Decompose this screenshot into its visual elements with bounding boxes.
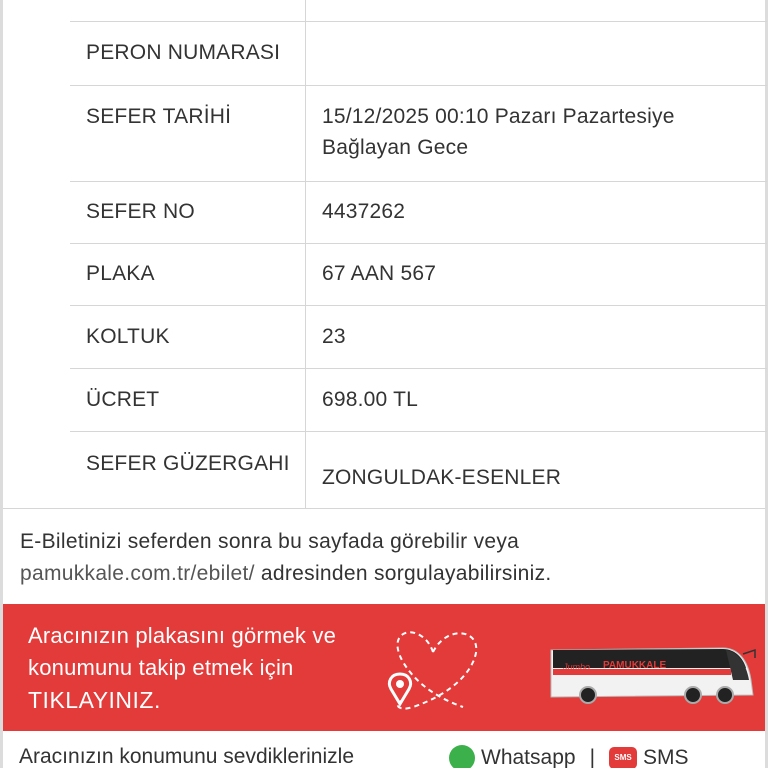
table-cell-value: 698.00 TL [322,388,418,411]
table-cell-label: PLAKA [70,244,306,305]
table-row-guzergah [70,432,767,508]
table-cell-value [306,22,767,85]
location-pin-icon [389,674,410,704]
table-divider [3,508,765,509]
table-cell-label: SEFER GÜZERGAHI [70,432,306,508]
table-row-peron [70,22,767,86]
table-cell-label: SEFER NO [70,182,306,243]
share-options [449,745,689,768]
table-cell-value: 4437262 [322,200,406,223]
table-row-cut [70,0,767,22]
whatsapp-link[interactable]: Whatsapp [481,746,576,768]
table-cell-value: 67 AAN 567 [322,262,437,285]
table-cell-value: 15/12/2025 00:10 Pazarı Pazartesiye Bağlayan Gece [322,105,675,159]
info-line-2 [20,558,552,590]
table-cell-value: 23 [322,325,346,348]
banner-line-1: Aracınızın plakasını görmek ve [28,623,337,648]
table-row-plaka [70,244,767,306]
sms-link[interactable]: SMS [643,746,689,768]
bus-icon [543,640,761,710]
ebilet-info [20,526,552,590]
banner-cta: TIKLAYINIZ. [28,687,161,713]
banner-line-2: konumunu takip etmek için [28,655,294,680]
table-row-koltuk [70,306,767,369]
table-cell-label: SEFER TARİHİ [70,86,306,181]
table-cell-label [70,0,306,21]
info-line-2-text: adresinden sorgulayabilirsiniz. [254,562,552,585]
table-cell-value [306,0,767,21]
table-cell-label: ÜCRET [70,369,306,431]
ebilet-link[interactable]: pamukkale.com.tr/ebilet/ [20,562,255,585]
share-bar [3,731,765,768]
bus-model-text: Jumbo [563,662,591,672]
table-row-sefer-no [70,182,767,244]
bus-brand-text: PAMUKKALE [603,660,667,671]
table-row-sefer-tarihi [70,86,767,182]
share-text: Aracınızın konumunu sevdiklerinizle [19,745,354,768]
heart-route-icon [373,612,503,722]
banner-text [28,620,336,716]
table-cell-label: KOLTUK [70,306,306,368]
sms-icon[interactable]: SMS [609,747,637,768]
whatsapp-icon[interactable] [449,745,475,768]
table-cell-value: ZONGULDAK-ESENLER [322,466,562,489]
table-cell-label: PERON NUMARASI [70,22,306,85]
table-row-ucret [70,369,767,432]
info-line-1: E-Biletinizi seferden sonra bu sayfada görebilir veya [20,530,520,553]
share-separator: | [589,746,596,768]
track-vehicle-banner[interactable] [3,604,765,731]
